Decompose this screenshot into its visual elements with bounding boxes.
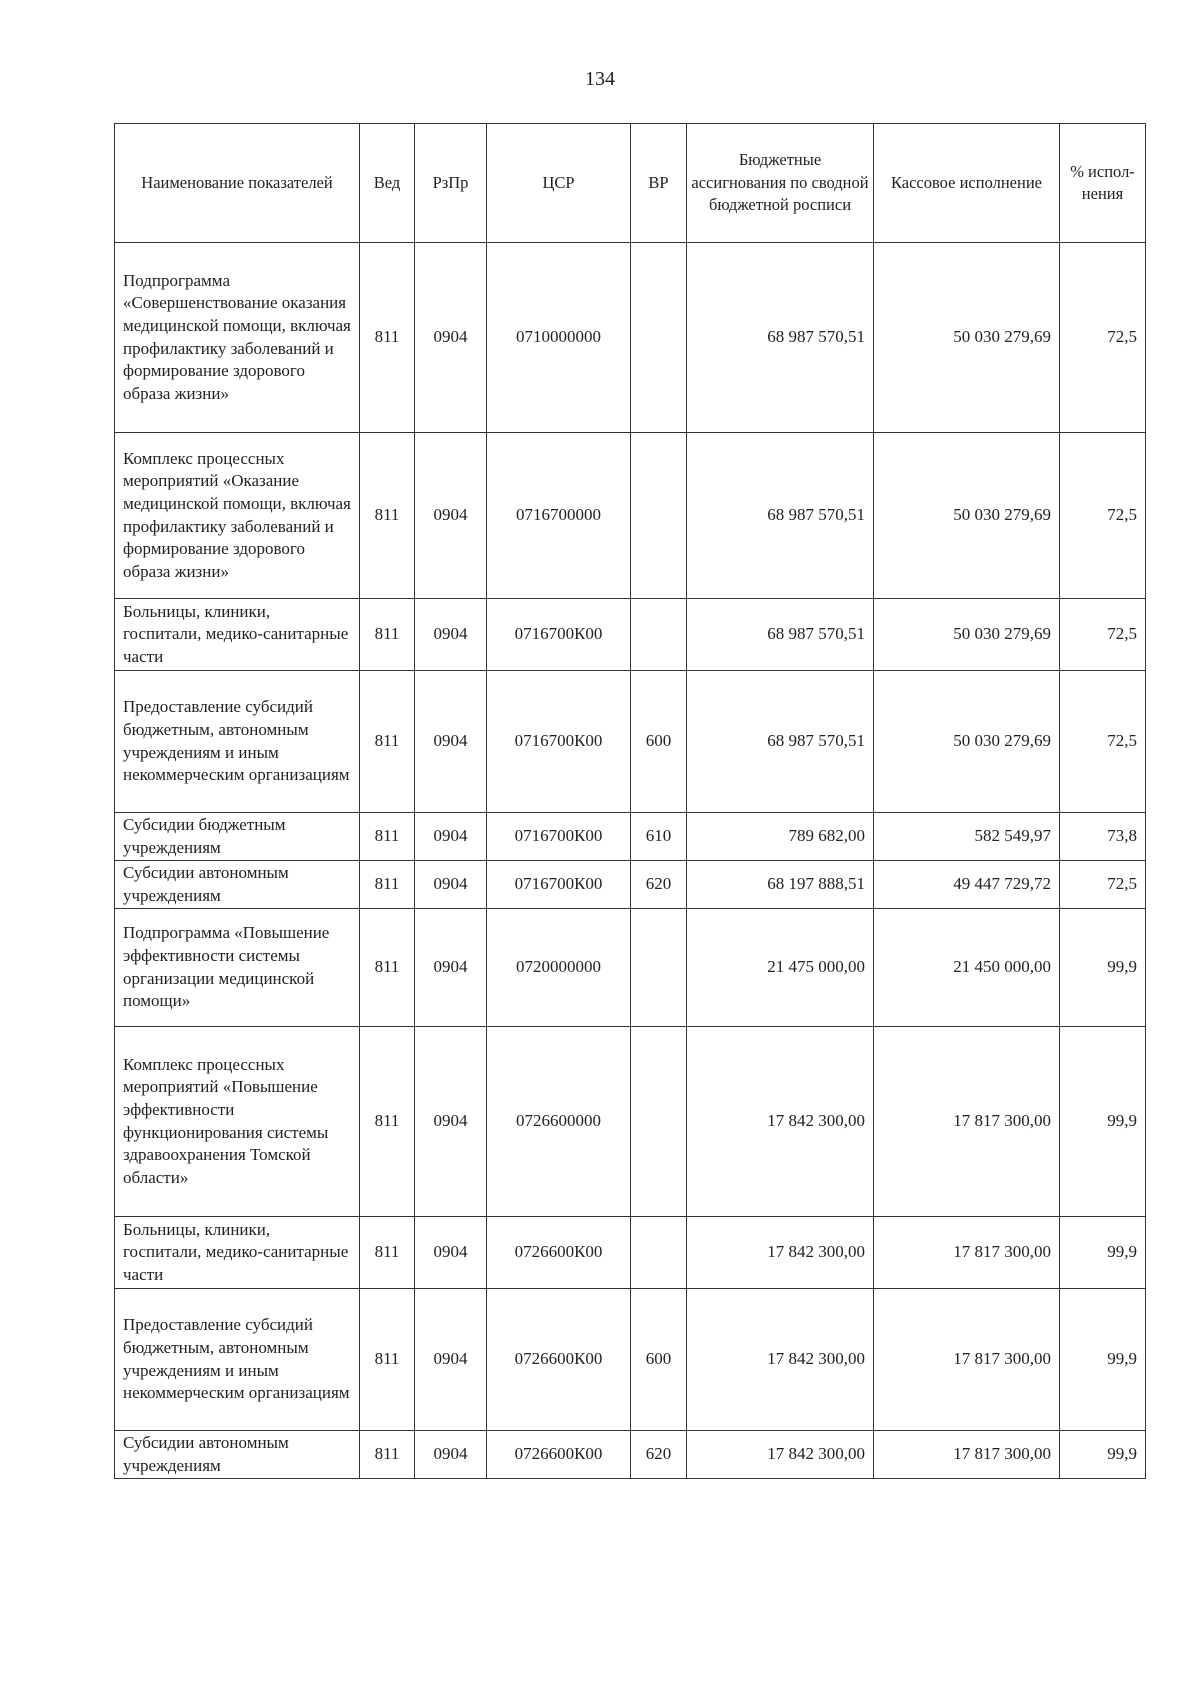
row-percent: 99,9 [1060,1431,1146,1479]
page-number: 134 [585,68,615,90]
row-rzpr: 0904 [415,433,487,599]
row-csr: 0716700000 [487,433,631,599]
row-vr [631,909,687,1027]
table-row [115,1027,1146,1217]
table-header-row [115,124,1146,243]
row-name: Подпрограмма «Повышение эффективности системы организации медицинской помощи» [115,909,360,1027]
table-row [115,1217,1146,1289]
row-percent: 99,9 [1060,1027,1146,1217]
table-row [115,861,1146,909]
row-csr: 0716700К00 [487,671,631,813]
row-ved: 811 [360,243,415,433]
row-rzpr: 0904 [415,1289,487,1431]
header-rzpr: РзПр [415,124,487,243]
row-assignments: 21 475 000,00 [687,909,874,1027]
row-cash: 17 817 300,00 [874,1289,1060,1431]
row-ved: 811 [360,1217,415,1289]
row-csr: 0720000000 [487,909,631,1027]
row-name: Больницы, клиники, госпитали, медико-санитарные части [115,599,360,671]
row-vr [631,1217,687,1289]
row-assignments: 17 842 300,00 [687,1217,874,1289]
row-percent: 72,5 [1060,243,1146,433]
table-row [115,1289,1146,1431]
row-percent: 72,5 [1060,671,1146,813]
row-name: Комплекс процессных мероприятий «Оказание медицинской помощи, включая профилактику заболеваний и формирование здорового образа жизни» [115,433,360,599]
header-csr: ЦСР [487,124,631,243]
row-vr [631,599,687,671]
row-vr [631,1027,687,1217]
row-vr: 600 [631,1289,687,1431]
row-csr: 0726600К00 [487,1289,631,1431]
row-cash: 49 447 729,72 [874,861,1060,909]
row-rzpr: 0904 [415,1027,487,1217]
row-vr [631,433,687,599]
row-ved: 811 [360,813,415,861]
row-cash: 50 030 279,69 [874,433,1060,599]
row-name: Субсидии бюджетным учреждениям [115,813,360,861]
budget-execution-table [114,123,1146,1479]
row-csr: 0726600000 [487,1027,631,1217]
header-vr: ВР [631,124,687,243]
row-percent: 73,8 [1060,813,1146,861]
row-cash: 21 450 000,00 [874,909,1060,1027]
row-csr: 0710000000 [487,243,631,433]
row-cash: 17 817 300,00 [874,1431,1060,1479]
row-rzpr: 0904 [415,861,487,909]
header-percent: % испол-нения [1060,124,1146,243]
row-ved: 811 [360,909,415,1027]
row-assignments: 68 987 570,51 [687,243,874,433]
row-percent: 99,9 [1060,1217,1146,1289]
row-percent: 99,9 [1060,1289,1146,1431]
table-row [115,599,1146,671]
table-row [115,1431,1146,1479]
row-assignments: 789 682,00 [687,813,874,861]
row-cash: 50 030 279,69 [874,243,1060,433]
row-cash: 50 030 279,69 [874,671,1060,813]
row-ved: 811 [360,1027,415,1217]
row-name: Предоставление субсидий бюджетным, автономным учреждениям и иным некоммерческим организациям [115,1289,360,1431]
row-rzpr: 0904 [415,599,487,671]
row-cash: 582 549,97 [874,813,1060,861]
row-cash: 17 817 300,00 [874,1027,1060,1217]
row-cash: 50 030 279,69 [874,599,1060,671]
row-assignments: 68 197 888,51 [687,861,874,909]
row-percent: 72,5 [1060,433,1146,599]
row-percent: 72,5 [1060,861,1146,909]
table-row [115,813,1146,861]
row-name: Предоставление субсидий бюджетным, автономным учреждениям и иным некоммерческим организациям [115,671,360,813]
table-row [115,433,1146,599]
row-ved: 811 [360,433,415,599]
row-rzpr: 0904 [415,671,487,813]
row-name: Комплекс процессных мероприятий «Повышение эффективности функционирования системы здравоохранения Томской области» [115,1027,360,1217]
row-ved: 811 [360,861,415,909]
row-ved: 811 [360,599,415,671]
row-vr: 600 [631,671,687,813]
row-percent: 99,9 [1060,909,1146,1027]
table-row [115,671,1146,813]
row-name: Субсидии автономным учреждениям [115,1431,360,1479]
row-rzpr: 0904 [415,909,487,1027]
row-ved: 811 [360,1289,415,1431]
row-rzpr: 0904 [415,1217,487,1289]
row-assignments: 17 842 300,00 [687,1027,874,1217]
table-row [115,243,1146,433]
row-assignments: 68 987 570,51 [687,599,874,671]
row-assignments: 17 842 300,00 [687,1289,874,1431]
row-name: Подпрограмма «Совершенствование оказания медицинской помощи, включая профилактику заболеваний и формирование здорового образа жизни» [115,243,360,433]
row-csr: 0726600К00 [487,1217,631,1289]
row-assignments: 68 987 570,51 [687,433,874,599]
row-csr: 0716700К00 [487,813,631,861]
row-vr [631,243,687,433]
row-csr: 0716700К00 [487,599,631,671]
header-cash: Кассовое исполнение [874,124,1060,243]
header-name: Наименование показателей [115,124,360,243]
row-name: Больницы, клиники, госпитали, медико-санитарные части [115,1217,360,1289]
row-name: Субсидии автономным учреждениям [115,861,360,909]
row-vr: 610 [631,813,687,861]
row-percent: 72,5 [1060,599,1146,671]
row-vr: 620 [631,1431,687,1479]
table-row [115,909,1146,1027]
row-rzpr: 0904 [415,813,487,861]
row-assignments: 17 842 300,00 [687,1431,874,1479]
row-cash: 17 817 300,00 [874,1217,1060,1289]
row-assignments: 68 987 570,51 [687,671,874,813]
row-rzpr: 0904 [415,1431,487,1479]
row-csr: 0726600К00 [487,1431,631,1479]
header-ved: Вед [360,124,415,243]
row-ved: 811 [360,1431,415,1479]
row-vr: 620 [631,861,687,909]
row-csr: 0716700К00 [487,861,631,909]
row-rzpr: 0904 [415,243,487,433]
row-ved: 811 [360,671,415,813]
header-assignments: Бюджетные ассигнования по сводной бюджетной росписи [687,124,874,243]
